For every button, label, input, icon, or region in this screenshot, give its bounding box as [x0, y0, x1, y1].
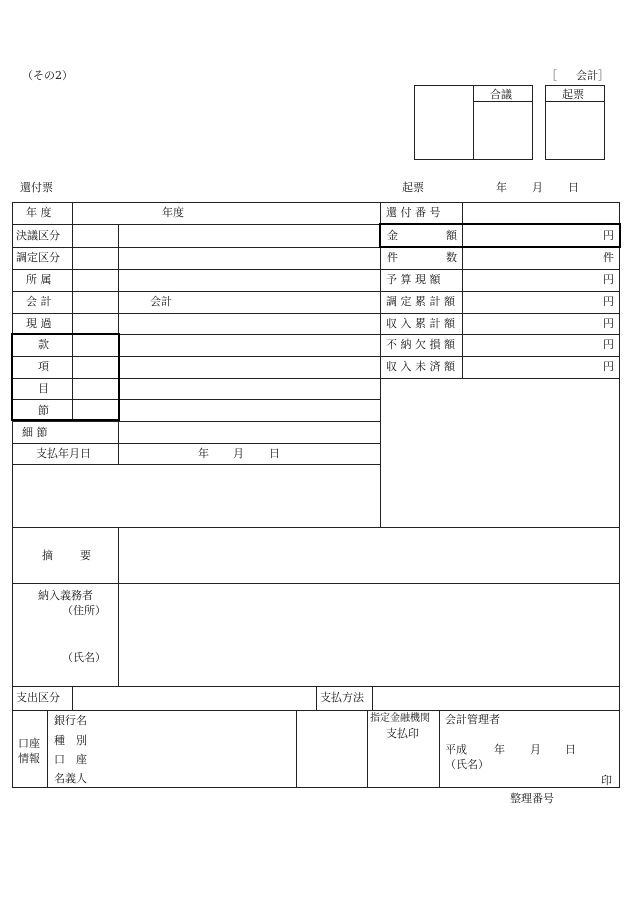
col-line-e: [118, 527, 119, 686]
row-line-12: [12, 464, 380, 465]
gimusha-jusho: （住所）: [62, 604, 106, 617]
kensu-ken: 件: [603, 251, 614, 264]
goki-header-line: [473, 101, 533, 102]
kaikei-label: 会 計: [26, 295, 52, 308]
shiharai-month: 月: [233, 447, 244, 460]
kaikei-bracket-open: ［: [546, 69, 557, 82]
shiharai-year: 年: [198, 447, 209, 460]
shitei-label-1: 指定金融機関: [370, 713, 430, 724]
nendo-label: 年 度: [26, 206, 52, 219]
shiharai-day: 日: [269, 447, 280, 460]
kaikei-bracket-label: 会計］: [576, 69, 609, 82]
kingaku-highlight-box: [379, 223, 621, 248]
genka-label: 現 過: [26, 317, 52, 330]
seiri-bango-label: 整理番号: [510, 792, 554, 805]
shiharai-hoho-label: 支払方法: [320, 691, 364, 704]
moku-label: 目: [38, 382, 49, 395]
kihyo-year: 年: [496, 181, 507, 194]
funo-yen: 円: [603, 338, 614, 351]
row-line-16: [12, 710, 620, 711]
kingaku-label-1: 金: [387, 229, 398, 242]
ginko-label: 銀行名: [54, 714, 87, 727]
col-line-h: [372, 686, 373, 710]
col-line-j: [296, 710, 297, 788]
shishutsu-kubun-label: 支出区分: [16, 691, 60, 704]
kanrisha-label: 会計管理者: [445, 713, 500, 726]
shunyu-misai-label: 収 入 未 済 額: [386, 360, 455, 373]
goki-label: 合議: [490, 88, 512, 101]
col-line-c: [380, 202, 381, 527]
kanrisha-day: 日: [565, 743, 576, 756]
row-line-3: [12, 269, 620, 270]
kanrisha-in: 印: [601, 774, 612, 787]
saisetsu-label: 細 節: [22, 426, 48, 439]
form-title: 還付票: [20, 181, 53, 194]
ketsugi-label: 決議区分: [16, 229, 60, 242]
chotei-ruikei-yen: 円: [603, 295, 614, 308]
col-line-f: [72, 686, 73, 710]
koza-label: 口 座: [54, 753, 87, 766]
kingaku-label-2: 額: [446, 229, 457, 242]
gimusha-shimei: （氏名）: [62, 651, 106, 664]
col-line-k: [367, 710, 368, 788]
shunyu-misai-yen: 円: [603, 360, 614, 373]
chotei-ruikei-label: 調 定 累 計 額: [386, 295, 455, 308]
sono-label: （その2）: [22, 69, 73, 82]
tekiyo-label-1: 摘: [42, 549, 53, 562]
kanpu-bango-label: 還 付 番 号: [386, 206, 441, 219]
row-line-10: [12, 421, 380, 422]
tekiyo-label-2: 要: [80, 549, 91, 562]
kihyo-month: 月: [532, 181, 543, 194]
row-line-13: [12, 527, 620, 528]
koza-label-2: 情報: [18, 752, 40, 765]
kan-label: 款: [38, 338, 49, 351]
shiharai-date-label: 支払年月日: [36, 447, 91, 460]
chotei-label: 調定区分: [16, 251, 60, 264]
row-line-5: [12, 313, 620, 314]
ko-label: 項: [38, 360, 49, 373]
shunyu-ruikei-label: 収 入 累 計 額: [386, 317, 455, 330]
yosan-yen: 円: [603, 273, 614, 286]
setsu-label: 節: [38, 404, 49, 417]
row-line-11: [12, 443, 380, 444]
shozoku-label: 所 属: [26, 273, 52, 286]
kaikei-value: 会計: [150, 295, 172, 308]
shubetsu-label: 種 別: [54, 734, 87, 747]
kan-ko-moku-setsu-highlight-box: [11, 333, 120, 421]
kensu-label-2: 数: [446, 251, 457, 264]
goki-divider: [473, 85, 474, 160]
kihyo-header-line: [545, 101, 605, 102]
kihyo-date-label: 起票: [402, 181, 424, 194]
kanrisha-heisei: 平成: [445, 743, 467, 756]
funo-label: 不 納 欠 損 額: [386, 338, 455, 351]
kanrisha-year: 年: [494, 743, 505, 756]
shunyu-ruikei-yen: 円: [603, 317, 614, 330]
col-line-g: [316, 686, 317, 710]
yosan-label: 予 算 現 額: [386, 273, 441, 286]
kihyo-day: 日: [568, 181, 579, 194]
kensu-label-1: 件: [387, 251, 398, 264]
nendo-value: 年度: [162, 206, 184, 219]
col-line-i: [47, 710, 48, 788]
col-line-l: [439, 710, 440, 788]
kihyo-label: 起票: [562, 88, 584, 101]
row-line-14: [12, 583, 620, 584]
kanrisha-month: 月: [530, 743, 541, 756]
shitei-label-2: 支払印: [386, 727, 419, 740]
gimusha-label: 納入義務者: [38, 589, 93, 602]
koza-label-1: 口座: [18, 737, 40, 750]
kingaku-yen: 円: [603, 229, 614, 242]
row-line-4: [12, 291, 620, 292]
meigi-label: 名義人: [54, 772, 87, 785]
kanrisha-shimei: （氏名）: [445, 758, 489, 771]
